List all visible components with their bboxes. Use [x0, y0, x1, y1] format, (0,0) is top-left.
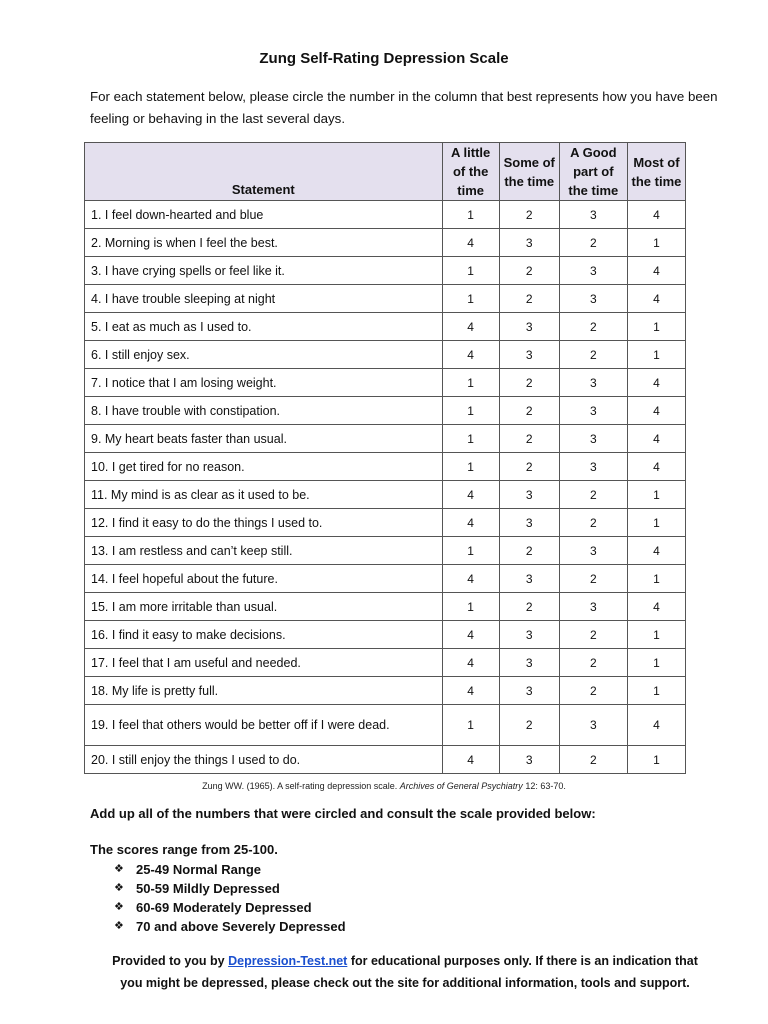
header-some: Some of the time	[499, 143, 559, 201]
score-cell[interactable]: 3	[499, 677, 559, 705]
score-cell[interactable]: 1	[627, 341, 685, 369]
header-a-little: A little of the time	[442, 143, 499, 201]
table-row	[85, 481, 686, 509]
score-cell[interactable]: 4	[442, 565, 499, 593]
diamond-bullet-icon: ❖	[114, 901, 124, 913]
score-cell[interactable]: 2	[559, 649, 627, 677]
footer-suffix: for educational purposes only. If there is an indication that you might be depressed, please check out the site for additional information, tools and support.	[120, 954, 698, 990]
score-cell[interactable]: 3	[499, 565, 559, 593]
citation	[0, 781, 768, 791]
score-cell[interactable]: 4	[442, 746, 499, 774]
statement-cell: 7. I notice that I am losing weight.	[85, 369, 443, 397]
level-label: 50-59 Mildly Depressed	[136, 881, 280, 896]
score-cell[interactable]: 2	[559, 746, 627, 774]
citation-ref: 12: 63-70.	[525, 781, 566, 791]
statement-cell: 14. I feel hopeful about the future.	[85, 565, 443, 593]
score-cell[interactable]: 1	[627, 649, 685, 677]
list-item	[114, 898, 346, 917]
score-cell[interactable]: 3	[559, 537, 627, 565]
diamond-bullet-icon: ❖	[114, 863, 124, 875]
footer-note	[110, 950, 700, 994]
score-cell[interactable]: 3	[559, 705, 627, 746]
table-header-row	[85, 143, 686, 201]
score-cell[interactable]: 3	[499, 649, 559, 677]
score-range: The scores range from 25-100.	[90, 842, 278, 857]
score-cell[interactable]: 3	[559, 453, 627, 481]
score-cell[interactable]: 3	[559, 285, 627, 313]
score-cell[interactable]: 2	[499, 257, 559, 285]
table-row	[85, 509, 686, 537]
diamond-bullet-icon: ❖	[114, 920, 124, 932]
diamond-bullet-icon: ❖	[114, 882, 124, 894]
statement-cell: 5. I eat as much as I used to.	[85, 313, 443, 341]
score-cell[interactable]: 2	[499, 593, 559, 621]
table-row	[85, 229, 686, 257]
statement-cell: 8. I have trouble with constipation.	[85, 397, 443, 425]
score-cell[interactable]: 2	[499, 425, 559, 453]
table-row	[85, 565, 686, 593]
score-cell[interactable]: 4	[442, 677, 499, 705]
table-row	[85, 677, 686, 705]
table-row	[85, 397, 686, 425]
score-cell[interactable]: 4	[442, 509, 499, 537]
score-cell[interactable]: 4	[627, 369, 685, 397]
score-cell[interactable]: 2	[499, 537, 559, 565]
score-cell[interactable]: 3	[499, 621, 559, 649]
statement-cell: 15. I am more irritable than usual.	[85, 593, 443, 621]
score-cell[interactable]: 3	[559, 425, 627, 453]
table-row	[85, 593, 686, 621]
score-cell[interactable]: 1	[442, 425, 499, 453]
table-row	[85, 425, 686, 453]
score-cell[interactable]: 4	[627, 537, 685, 565]
score-cell[interactable]: 4	[442, 621, 499, 649]
score-cell[interactable]: 2	[499, 369, 559, 397]
header-most: Most of the time	[627, 143, 685, 201]
score-cell[interactable]: 4	[442, 229, 499, 257]
table-row	[85, 341, 686, 369]
intro-text: For each statement below, please circle the number in the column that best represents how you have been feeling or behaving in the last several days.	[90, 89, 718, 126]
score-cell[interactable]: 1	[442, 201, 499, 229]
statement-cell: 9. My heart beats faster than usual.	[85, 425, 443, 453]
score-cell[interactable]: 2	[499, 285, 559, 313]
table-row	[85, 621, 686, 649]
header-statement: Statement	[85, 143, 443, 201]
list-item	[114, 860, 346, 879]
statement-cell: 20. I still enjoy the things I used to do.	[85, 746, 443, 774]
scoring-instructions: Add up all of the numbers that were circled and consult the scale provided below:	[90, 806, 596, 821]
level-label: 60-69 Moderately Depressed	[136, 900, 312, 915]
score-cell[interactable]: 2	[499, 705, 559, 746]
score-cell[interactable]: 4	[627, 397, 685, 425]
level-label: 25-49 Normal Range	[136, 862, 261, 877]
table-row	[85, 537, 686, 565]
score-cell[interactable]: 2	[559, 509, 627, 537]
score-cell[interactable]: 3	[559, 369, 627, 397]
statement-cell: 6. I still enjoy sex.	[85, 341, 443, 369]
table-row	[85, 313, 686, 341]
statement-cell: 18. My life is pretty full.	[85, 677, 443, 705]
score-cell[interactable]: 2	[559, 565, 627, 593]
citation-authors: Zung WW. (1965). A self-rating depression scale.	[202, 781, 398, 791]
statement-cell: 2. Morning is when I feel the best.	[85, 229, 443, 257]
header-good-part: A Good part of the time	[559, 143, 627, 201]
score-cell[interactable]: 3	[499, 341, 559, 369]
score-cell[interactable]: 1	[442, 285, 499, 313]
score-cell[interactable]: 1	[442, 593, 499, 621]
statement-cell: 16. I find it easy to make decisions.	[85, 621, 443, 649]
score-cell[interactable]: 1	[627, 509, 685, 537]
score-cell[interactable]: 1	[627, 229, 685, 257]
score-cell[interactable]: 4	[627, 257, 685, 285]
score-cell[interactable]: 3	[559, 201, 627, 229]
depression-test-link[interactable]: Depression-Test.net	[228, 954, 348, 968]
score-cell[interactable]: 1	[627, 746, 685, 774]
score-cell[interactable]: 1	[627, 677, 685, 705]
score-cell[interactable]: 3	[499, 481, 559, 509]
level-label: 70 and above Severely Depressed	[136, 919, 346, 934]
score-cell[interactable]: 1	[442, 369, 499, 397]
score-cell[interactable]: 3	[499, 509, 559, 537]
score-cell[interactable]: 2	[499, 201, 559, 229]
table-row	[85, 285, 686, 313]
citation-journal: Archives of General Psychiatry	[399, 781, 523, 791]
score-cell[interactable]: 1	[627, 313, 685, 341]
score-cell[interactable]: 1	[442, 257, 499, 285]
score-cell[interactable]: 2	[559, 677, 627, 705]
score-cell[interactable]: 1	[442, 537, 499, 565]
score-cell[interactable]: 4	[627, 285, 685, 313]
score-cell[interactable]: 2	[499, 397, 559, 425]
score-cell[interactable]: 1	[627, 481, 685, 509]
score-cell[interactable]: 4	[627, 705, 685, 746]
page-title: Zung Self-Rating Depression Scale	[259, 50, 509, 67]
score-cell[interactable]: 4	[442, 481, 499, 509]
statement-cell: 11. My mind is as clear as it used to be.	[85, 481, 443, 509]
score-cell[interactable]: 4	[627, 593, 685, 621]
rating-table	[84, 142, 686, 774]
score-cell[interactable]: 4	[442, 313, 499, 341]
score-cell[interactable]: 4	[627, 201, 685, 229]
score-cell[interactable]: 1	[627, 621, 685, 649]
score-cell[interactable]: 3	[499, 313, 559, 341]
score-cell[interactable]: 3	[559, 593, 627, 621]
score-cell[interactable]: 1	[442, 397, 499, 425]
statement-cell: 10. I get tired for no reason.	[85, 453, 443, 481]
score-cell[interactable]: 2	[559, 341, 627, 369]
statement-cell: 1. I feel down-hearted and blue	[85, 201, 443, 229]
table-row	[85, 201, 686, 229]
list-item	[114, 879, 346, 898]
score-cell[interactable]: 4	[442, 341, 499, 369]
table-row	[85, 705, 686, 746]
score-cell[interactable]: 2	[559, 229, 627, 257]
table-row	[85, 257, 686, 285]
table-row	[85, 649, 686, 677]
score-levels-list	[114, 860, 346, 936]
statement-cell: 3. I have crying spells or feel like it.	[85, 257, 443, 285]
score-cell[interactable]: 4	[627, 425, 685, 453]
statement-cell: 4. I have trouble sleeping at night	[85, 285, 443, 313]
score-cell[interactable]: 2	[559, 621, 627, 649]
statement-cell: 12. I find it easy to do the things I used to.	[85, 509, 443, 537]
score-cell[interactable]: 3	[499, 229, 559, 257]
score-cell[interactable]: 4	[442, 649, 499, 677]
statement-cell: 17. I feel that I am useful and needed.	[85, 649, 443, 677]
score-cell[interactable]: 1	[627, 565, 685, 593]
footer-prefix: Provided to you by	[112, 954, 225, 968]
score-cell[interactable]: 1	[442, 453, 499, 481]
score-cell[interactable]: 3	[499, 746, 559, 774]
score-cell[interactable]: 1	[442, 705, 499, 746]
score-cell[interactable]: 2	[499, 453, 559, 481]
table-row	[85, 453, 686, 481]
score-cell[interactable]: 2	[559, 313, 627, 341]
table-row	[85, 746, 686, 774]
score-cell[interactable]: 4	[627, 453, 685, 481]
list-item	[114, 917, 346, 936]
score-cell[interactable]: 3	[559, 257, 627, 285]
score-cell[interactable]: 3	[559, 397, 627, 425]
statement-cell: 19. I feel that others would be better off if I were dead.	[85, 705, 443, 746]
score-cell[interactable]: 2	[559, 481, 627, 509]
table-row	[85, 369, 686, 397]
statement-cell: 13. I am restless and can’t keep still.	[85, 537, 443, 565]
